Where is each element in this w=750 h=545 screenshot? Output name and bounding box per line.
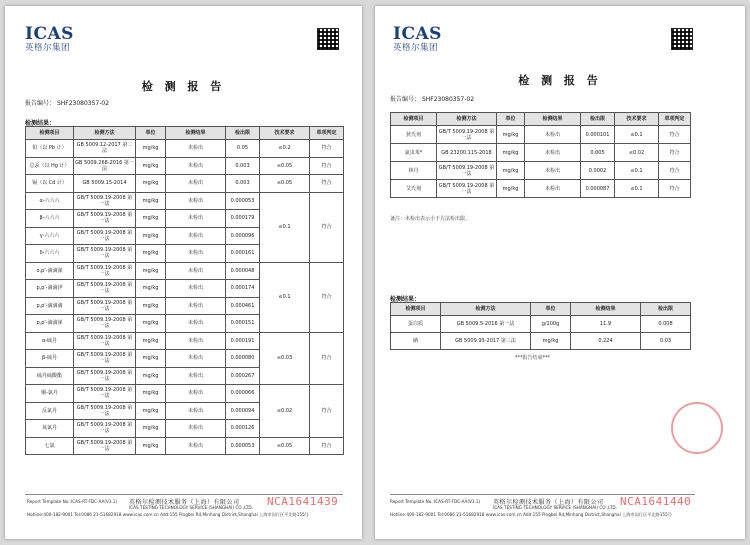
logo-cn: 英格尔集团 — [25, 43, 71, 53]
results-table — [390, 112, 691, 198]
cell-requirement: ≤0.1 — [615, 180, 659, 198]
logo-mark: ICAS — [25, 24, 74, 44]
cell-unit: mg/kg — [136, 297, 166, 315]
cell-judgement: 符合 — [310, 175, 344, 193]
report-number-label: 报告编号： — [390, 96, 421, 103]
cell-result: 未检出 — [166, 402, 226, 420]
cell-limit: 0.05 — [226, 140, 260, 158]
page-title: 检 测 报 告 — [141, 80, 226, 93]
cell-requirement: ≤0.2 — [260, 140, 310, 158]
cell-judgement: 符合 — [659, 144, 691, 162]
header-item: 检测项目 — [391, 303, 441, 316]
footer-company: 英格尔检测技术服务（上海）有限公司 — [129, 499, 240, 506]
cell-item: p,p'-滴滴伊 — [26, 280, 74, 298]
cell-result: 未检出 — [166, 227, 226, 245]
cell-unit: mg/kg — [136, 175, 166, 193]
report-page-1 — [5, 6, 362, 539]
table-row — [26, 192, 344, 210]
cell-result: 未检出 — [166, 420, 226, 438]
cell-limit: 0.000174 — [226, 280, 260, 298]
header-unit: 单位 — [531, 303, 571, 316]
cell-unit: mg/kg — [136, 367, 166, 385]
icas-logo — [393, 26, 442, 53]
cell-result: 11.9 — [571, 316, 641, 333]
cell-requirement: ≤0.05 — [260, 157, 310, 175]
cell-result: 未检出 — [166, 437, 226, 455]
cell-method: GB 5009.268-2016 第一法 — [74, 157, 136, 175]
table-row — [26, 332, 344, 350]
cell-unit: mg/kg — [136, 245, 166, 263]
footer-company-en: ICAS TESTING TECHNOLOGY SERVICE (SHANGHAI) CO.,LTD. — [129, 505, 253, 510]
report-number-value: SHF23080357-02 — [421, 96, 475, 103]
table-header-row — [391, 113, 691, 126]
cell-method: GB/T 5009.19-2008 第一法 — [74, 262, 136, 280]
page-title: 检 测 报 告 — [518, 74, 602, 87]
cell-item: γ-六六六 — [26, 227, 74, 245]
cell-unit: mg/kg — [497, 180, 525, 198]
cell-unit: mg/kg — [136, 402, 166, 420]
cell-method: GB/T 5009.19-2008 第一法 — [74, 332, 136, 350]
cell-judgement: 符合 — [310, 437, 344, 455]
cell-limit: 0.000053 — [226, 437, 260, 455]
report-end-mark: ***报告结束*** — [515, 355, 551, 361]
cell-result: 未检出 — [166, 175, 226, 193]
cell-judgement: 符合 — [310, 332, 344, 385]
cell-limit: 0.003 — [226, 157, 260, 175]
cell-item: 硒 — [391, 333, 441, 350]
seal-stamp — [671, 402, 723, 454]
cell-unit: mg/kg — [136, 350, 166, 368]
cell-method: GB/T 5009.19-2008 第一法 — [74, 402, 136, 420]
section-title: 检测结果： — [390, 296, 421, 303]
cell-limit: 0.000161 — [226, 245, 260, 263]
cell-unit: mg/kg — [136, 227, 166, 245]
header-requirement: 技术要求 — [260, 127, 310, 140]
cell-result: 未检出 — [166, 385, 226, 403]
cell-unit: mg/kg — [136, 315, 166, 333]
cell-unit: mg/kg — [136, 420, 166, 438]
cell-method: GB 5009.12-2017 第二法 — [74, 140, 136, 158]
cell-result: 未检出 — [166, 332, 226, 350]
footer-contact: Hotline:400-182-9001 Tel:0086 21-51682918 www.icas.com.cn Add:155 Pingbei Rd,Minhang District,Shanghai 上海市闵行区平北路155号 — [390, 512, 672, 517]
cell-result: 未检出 — [525, 180, 581, 198]
cell-unit: mg/kg — [136, 437, 166, 455]
table-header-row — [391, 303, 691, 316]
cell-requirement: ≤0.1 — [260, 262, 310, 332]
cell-judgement: 符合 — [310, 385, 344, 438]
cell-unit: mg/kg — [497, 144, 525, 162]
cell-method: GB/T 5009.19-2008 第一法 — [437, 162, 497, 180]
footer-template-no: Report Template No.:ICAS-RT-FDC-AA(V3.1) — [27, 499, 118, 504]
cell-requirement: ≤0.02 — [615, 144, 659, 162]
cell-method: GB/T 5009.19-2008 第一法 — [74, 385, 136, 403]
table-header-row — [26, 127, 344, 140]
cell-item: 总汞（以 Hg 计） — [26, 157, 74, 175]
cell-judgement: 符合 — [310, 262, 344, 332]
cell-limit: 0.000094 — [226, 402, 260, 420]
cell-item: α-硫丹 — [26, 332, 74, 350]
results-table-2 — [390, 302, 691, 350]
cell-limit: 0.003 — [226, 175, 260, 193]
cell-limit: 0.000151 — [226, 315, 260, 333]
qr-code-icon — [671, 28, 693, 50]
cell-method: GB 5009.5-2016 第一法 — [441, 316, 531, 333]
header-limit: 检出限 — [226, 127, 260, 140]
header-limit: 检出限 — [581, 113, 615, 126]
table-row — [26, 262, 344, 280]
cell-requirement: ≤0.1 — [615, 162, 659, 180]
cell-result: 未检出 — [166, 315, 226, 333]
cell-result: 未检出 — [166, 280, 226, 298]
cell-judgement: 符合 — [659, 162, 691, 180]
header-method: 检测方法 — [74, 127, 136, 140]
report-number — [390, 94, 474, 103]
cell-unit: mg/kg — [136, 210, 166, 228]
cell-limit: 0.000066 — [226, 385, 260, 403]
report-number — [25, 98, 109, 107]
results-table — [25, 126, 344, 455]
cell-limit: 0.000101 — [581, 126, 615, 144]
header-method: 检测方法 — [437, 113, 497, 126]
header-result: 检测结果 — [571, 303, 641, 316]
cell-method: GB 23200.115-2018 — [437, 144, 497, 162]
cell-item: 狄氏剂 — [391, 126, 437, 144]
cell-unit: g/100g — [531, 316, 571, 333]
cell-limit: 0.000126 — [226, 420, 260, 438]
cell-limit: 0.000191 — [226, 332, 260, 350]
cell-method: GB/T 5009.19-2008 第一法 — [74, 245, 136, 263]
cell-item: β-六六六 — [26, 210, 74, 228]
cell-unit: mg/kg — [531, 333, 571, 350]
header-requirement: 技术要求 — [615, 113, 659, 126]
cell-item: δ-六六六 — [26, 245, 74, 263]
footer-template-no: Report Template No.:ICAS-RT-FDC-AA(V3.1) — [390, 499, 481, 504]
cell-limit: 0.000179 — [226, 210, 260, 228]
cell-limit: 0.0002 — [581, 162, 615, 180]
cell-unit: mg/kg — [136, 140, 166, 158]
qr-code-icon — [317, 28, 339, 50]
table-row — [391, 333, 691, 350]
report-number-value: SHF23080357-02 — [56, 100, 110, 107]
table-row — [391, 180, 691, 198]
cell-method: GB/T 5009.19-2008 第一法 — [74, 420, 136, 438]
cell-item: 镉（以 Cd 计） — [26, 175, 74, 193]
table-row — [26, 437, 344, 455]
cell-limit: 0.005 — [581, 144, 615, 162]
table-row — [26, 157, 344, 175]
cell-method: GB/T 5009.19-2008 第一法 — [74, 227, 136, 245]
cell-item: 蛋白质 — [391, 316, 441, 333]
table-row — [391, 316, 691, 333]
cell-result: 未检出 — [166, 192, 226, 210]
icas-logo — [25, 26, 74, 53]
cell-unit: mg/kg — [497, 126, 525, 144]
cell-requirement: ≤0.03 — [260, 332, 310, 385]
cell-judgement: 符合 — [659, 126, 691, 144]
cell-result: 未检出 — [166, 245, 226, 263]
cell-limit: 0.000087 — [581, 180, 615, 198]
cell-method: GB/T 5009.19-2008 第一法 — [74, 350, 136, 368]
header-item: 检测项目 — [26, 127, 74, 140]
report-number-label: 报告编号： — [25, 100, 56, 107]
cell-item: 氯虫苯* — [391, 144, 437, 162]
cell-unit: mg/kg — [136, 192, 166, 210]
footer-contact: Hotline:400-182-9001 Tel:0086 21-51682918 www.icas.com.cn Add:155 Pingbei Rd,Minhang District,Shanghai 上海市闵行区平北路155号 — [27, 512, 309, 517]
cell-item: 顺-氯丹 — [26, 385, 74, 403]
table-row — [26, 385, 344, 403]
cell-judgement: 符合 — [310, 192, 344, 262]
header-result: 检测结果 — [525, 113, 581, 126]
cell-judgement: 符合 — [310, 140, 344, 158]
cell-item: β-硫丹 — [26, 350, 74, 368]
cell-method: GB/T 5009.19-2008 第一法 — [74, 210, 136, 228]
cell-method: GB/T 5009.19-2008 第一法 — [74, 280, 136, 298]
header-item: 检测项目 — [391, 113, 437, 126]
cell-unit: mg/kg — [136, 280, 166, 298]
table-note: 备注：未检出表示小于方法检出限。 — [390, 216, 471, 222]
table-row — [26, 140, 344, 158]
cell-unit: mg/kg — [497, 162, 525, 180]
cell-result: 未检出 — [166, 140, 226, 158]
serial-number: NCA1641440 — [620, 495, 692, 508]
cell-method: GB/T 5009.19-2008 第一法 — [437, 180, 497, 198]
cell-limit: 0.000053 — [226, 192, 260, 210]
cell-requirement: ≤0.05 — [260, 437, 310, 455]
cell-item: o,p'-滴滴涕 — [26, 262, 74, 280]
cell-item: 七氯 — [26, 437, 74, 455]
table-row — [391, 144, 691, 162]
cell-item: 林丹 — [391, 162, 437, 180]
logo-cn: 英格尔集团 — [393, 43, 439, 53]
cell-method: GB 5009.15-2014 — [74, 175, 136, 193]
cell-method: GB 5009.93-2017 第三法 — [441, 333, 531, 350]
footer-company-en: ICAS TESTING TECHNOLOGY SERVICE (SHANGHAI) CO.,LTD. — [493, 505, 617, 510]
cell-item: 铅（以 Pb 计） — [26, 140, 74, 158]
cell-requirement: ≤0.02 — [260, 385, 310, 438]
cell-item: p,p'-滴滴涕 — [26, 315, 74, 333]
cell-result: 未检出 — [166, 157, 226, 175]
cell-item: 硫丹硫酸酯 — [26, 367, 74, 385]
cell-result: 未检出 — [166, 297, 226, 315]
cell-item: p,p'-滴滴滴 — [26, 297, 74, 315]
cell-unit: mg/kg — [136, 262, 166, 280]
cell-limit: 0.000461 — [226, 297, 260, 315]
cell-unit: mg/kg — [136, 157, 166, 175]
cell-limit: 0.008 — [641, 316, 691, 333]
cell-result: 未检出 — [525, 126, 581, 144]
footer-company: 英格尔检测技术服务（上海）有限公司 — [493, 499, 604, 506]
header-judgement: 单项判定 — [310, 127, 344, 140]
cell-item: α-六六六 — [26, 192, 74, 210]
cell-item: 艾氏剂 — [391, 180, 437, 198]
header-result: 检测结果 — [166, 127, 226, 140]
header-limit: 检出限 — [641, 303, 691, 316]
cell-result: 未检出 — [166, 262, 226, 280]
table-row — [391, 162, 691, 180]
cell-requirement: ≤0.1 — [260, 192, 310, 262]
cell-method: GB/T 5009.19-2008 第一法 — [74, 437, 136, 455]
table-row — [26, 175, 344, 193]
cell-judgement: 符合 — [659, 180, 691, 198]
cell-judgement: 符合 — [310, 157, 344, 175]
cell-method: GB/T 5009.19-2008 第一法 — [74, 315, 136, 333]
header-method: 检测方法 — [441, 303, 531, 316]
cell-limit: 0.000096 — [226, 227, 260, 245]
cell-result: 0.224 — [571, 333, 641, 350]
header-unit: 单位 — [136, 127, 166, 140]
cell-result: 未检出 — [525, 162, 581, 180]
cell-limit: 0.000080 — [226, 350, 260, 368]
section-title: 检测结果： — [25, 120, 56, 127]
cell-item: 氧氯丹 — [26, 420, 74, 438]
cell-method: GB/T 5009.19-2008 第一法 — [437, 126, 497, 144]
cell-limit: 0.000267 — [226, 367, 260, 385]
report-page-2 — [375, 6, 745, 539]
cell-unit: mg/kg — [136, 385, 166, 403]
cell-method: GB/T 5009.19-2008 第一法 — [74, 192, 136, 210]
cell-unit: mg/kg — [136, 332, 166, 350]
cell-item: 反氯丹 — [26, 402, 74, 420]
header-unit: 单位 — [497, 113, 525, 126]
table-row — [391, 126, 691, 144]
cell-result: 未检出 — [166, 210, 226, 228]
cell-result: 未检出 — [166, 350, 226, 368]
cell-method: GB/T 5009.19-2008 第一法 — [74, 297, 136, 315]
cell-requirement: ≤0.05 — [260, 175, 310, 193]
cell-result: 未检出 — [525, 144, 581, 162]
cell-method: GB/T 5009.19-2008 第一法 — [74, 367, 136, 385]
cell-limit: 0.000048 — [226, 262, 260, 280]
serial-number: NCA1641439 — [267, 495, 339, 508]
cell-requirement: ≤0.1 — [615, 126, 659, 144]
logo-mark: ICAS — [393, 24, 442, 44]
cell-limit: 0.03 — [641, 333, 691, 350]
cell-result: 未检出 — [166, 367, 226, 385]
header-judgement: 单项判定 — [659, 113, 691, 126]
